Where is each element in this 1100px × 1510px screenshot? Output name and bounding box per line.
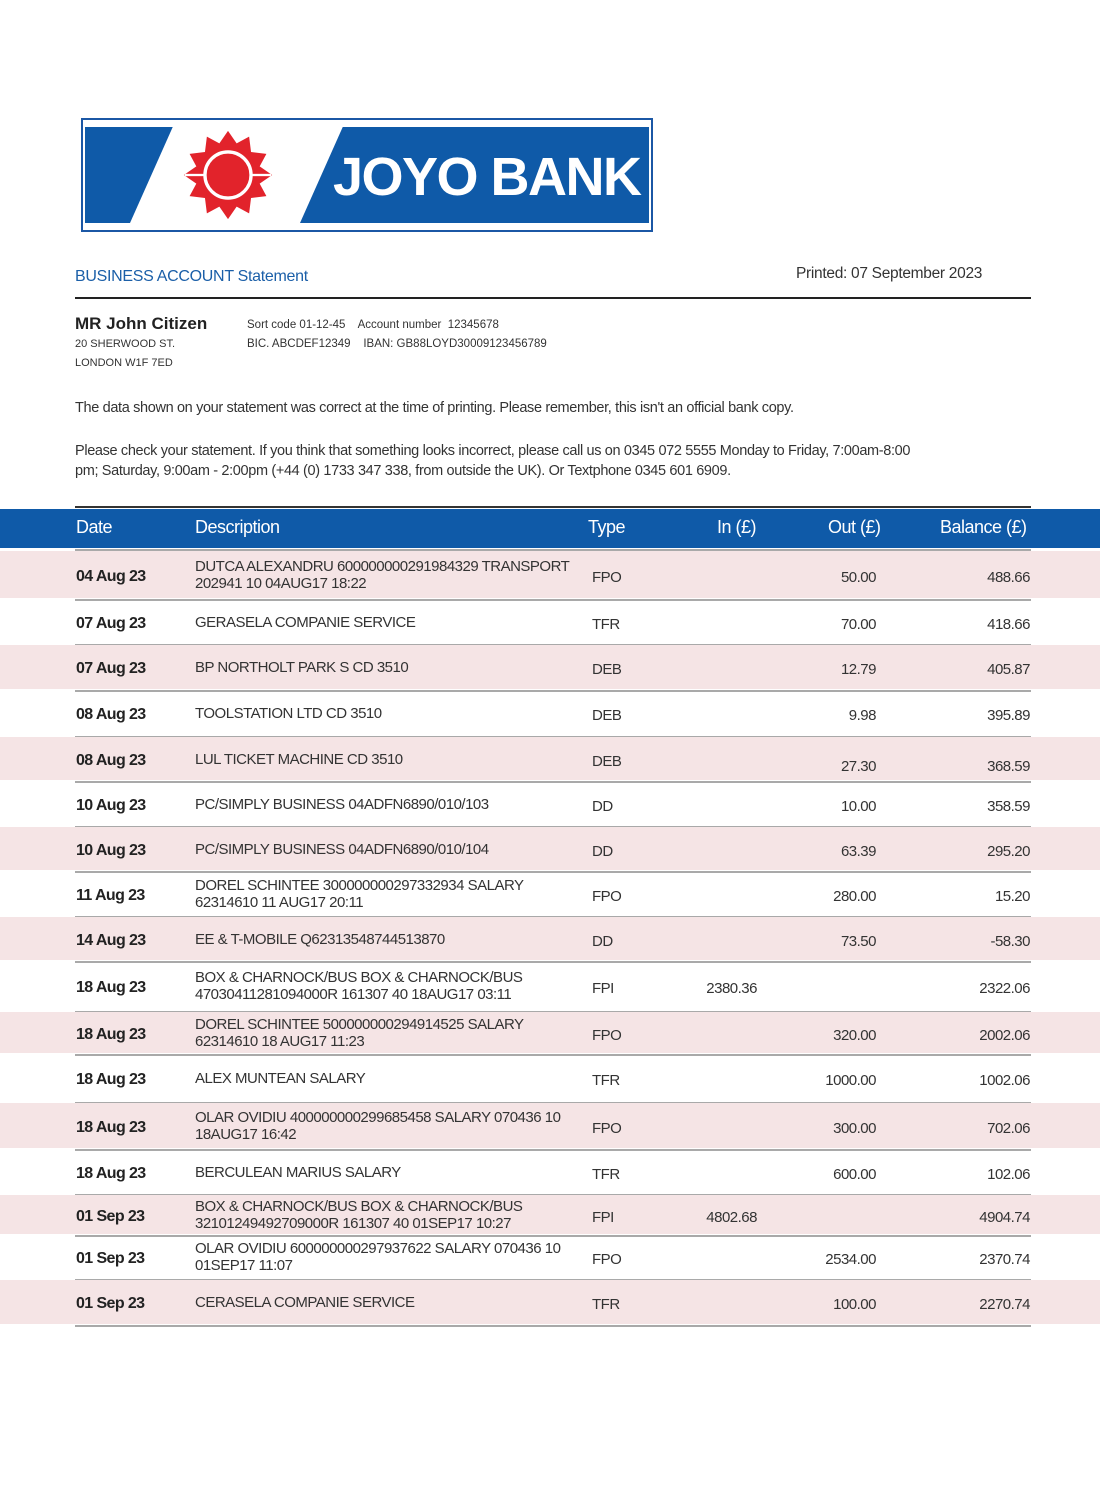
account-details-line2: BIC. ABCDEF12349 IBAN: GB88LOYD30009123456789 [247,338,547,350]
table-row [0,737,1100,780]
column-header-in: In (£) [717,517,757,537]
amount-out: 50.00 [840,569,876,586]
table-row [0,872,1100,915]
transaction-description-line2: 62314610 18 AUG17 11:23 [195,1033,365,1050]
transaction-date: 01 Sep 23 [76,1250,145,1267]
transaction-description: DOREL SCHINTEE 500000000294914525 SALARY [195,1016,524,1033]
header-bottom-divider [75,549,1031,551]
transaction-description: DOREL SCHINTEE 300000000297332934 SALARY [195,877,524,894]
amount-in: 2380.36 [706,980,757,997]
running-balance: 102.06 [987,1166,1030,1183]
transaction-type: FPI [592,1209,614,1226]
transaction-description: OLAR OVIDIU 400000000299685458 SALARY 070436 10 [195,1109,561,1126]
transaction-type: FPO [592,1120,622,1137]
table-header [0,509,1100,548]
transaction-date: 10 Aug 23 [76,797,146,814]
running-balance: 418.66 [987,616,1030,633]
transaction-description: BOX & CHARNOCK/BUS BOX & CHARNOCK/BUS [195,1198,523,1215]
transaction-type: DD [592,933,613,950]
table-row [0,782,1100,825]
transaction-date: 11 Aug 23 [76,887,145,904]
transaction-type: TFR [592,1296,620,1313]
sun-emblem-icon [180,127,276,223]
transaction-date: 10 Aug 23 [76,842,146,859]
amount-out: 27.30 [840,758,876,775]
table-row [0,1055,1100,1101]
transaction-description-line2: 62314610 11 AUG17 20:11 [195,894,364,911]
column-header-description: Description [195,517,280,537]
accuracy-notice: The data shown on your statement was correct at the time of printing. Please remember, this isn't an official bank copy. [75,400,794,416]
bank-logo [81,118,653,232]
amount-out: 2534.00 [825,1251,876,1268]
statement-title: BUSINESS ACCOUNT Statement [75,268,308,285]
transaction-date: 18 Aug 23 [76,979,146,996]
transaction-description: TOOLSTATION LTD CD 3510 [195,705,382,722]
printed-date: Printed: 07 September 2023 [796,265,983,282]
table-row [0,600,1100,643]
amount-out: 63.39 [840,843,876,860]
transaction-type: TFR [592,1166,620,1183]
column-header-out: Out (£) [828,517,881,537]
transaction-description: PC/SIMPLY BUSINESS 04ADFN6890/010/104 [195,841,489,858]
logo-banner [85,127,649,223]
account-details-line1: Sort code 01-12-45 Account number 12345678 [247,319,499,331]
transaction-description: DUTCA ALEXANDRU 600000000291984329 TRANSPORT [195,558,570,575]
customer-address-line1: 20 SHERWOOD ST. [75,338,176,350]
table-row [0,917,1100,960]
amount-out: 280.00 [833,888,876,905]
running-balance: 405.87 [987,661,1030,678]
transaction-description: BOX & CHARNOCK/BUS BOX & CHARNOCK/BUS [195,969,523,986]
amount-out: 100.00 [833,1296,876,1313]
amount-out: 600.00 [833,1166,876,1183]
table-row [0,1012,1100,1053]
contact-notice: Please check your statement. If you think that something looks incorrect, please call us on 0345 072 5555 Monday to Friday, 7:00am-8:00 pm; Saturday, 9:00am - 2:00pm (+44 (0) 1733 347 338, from outside the UK). Or Textphone 0345 601 6909. [75,443,911,479]
transaction-description: LUL TICKET MACHINE CD 3510 [195,751,403,768]
header-divider [75,297,1031,299]
transaction-description-line2: 32101249492709000R 161307 40 01SEP17 10:27 [195,1215,511,1232]
running-balance: 1002.06 [979,1072,1030,1089]
amount-out: 1000.00 [825,1072,876,1089]
table-row [0,1103,1100,1148]
table-row [0,1280,1100,1324]
transaction-date: 07 Aug 23 [76,615,146,632]
column-header-balance: Balance (£) [940,517,1027,537]
transaction-type: FPO [592,1251,622,1268]
row-divider [75,1325,1031,1327]
running-balance: 368.59 [987,758,1030,775]
running-balance: 2002.06 [979,1027,1030,1044]
table-row [0,1236,1100,1278]
amount-out: 320.00 [833,1027,876,1044]
transaction-type: FPO [592,1027,622,1044]
column-header-date: Date [76,517,113,537]
transaction-type: TFR [592,1072,620,1089]
running-balance: 15.20 [994,888,1030,905]
transaction-description: ALEX MUNTEAN SALARY [195,1070,366,1087]
transaction-description: PC/SIMPLY BUSINESS 04ADFN6890/010/103 [195,796,489,813]
transaction-date: 08 Aug 23 [76,706,146,723]
transaction-description-line2: 01SEP17 11:07 [195,1257,293,1274]
transaction-description: BP NORTHOLT PARK S CD 3510 [195,659,409,676]
table-row [0,827,1100,870]
transaction-type: FPO [592,569,622,586]
customer-address-line2: LONDON W1F 7ED [75,357,173,369]
transaction-type: FPI [592,980,614,997]
transaction-date: 18 Aug 23 [76,1071,146,1088]
transaction-description-line2: 202941 10 04AUG17 18:22 [195,575,367,592]
amount-out: 9.98 [848,707,876,724]
amount-out: 70.00 [840,616,876,633]
transaction-date: 04 Aug 23 [76,568,146,585]
transaction-date: 18 Aug 23 [76,1026,146,1043]
transaction-date: 14 Aug 23 [76,932,146,949]
amount-out: 73.50 [840,933,876,950]
amount-out: 12.79 [840,661,876,678]
running-balance: 358.59 [987,798,1030,815]
transaction-date: 08 Aug 23 [76,752,146,769]
transaction-description: CERASELA COMPANIE SERVICE [195,1294,415,1311]
table-row [0,1195,1100,1234]
transaction-description-line2: 18AUG17 16:42 [195,1126,297,1143]
amount-out: 300.00 [833,1120,876,1137]
transaction-type: FPO [592,888,622,905]
transaction-date: 18 Aug 23 [76,1119,146,1136]
column-header-type: Type [588,517,626,537]
table-row [0,962,1100,1010]
transaction-date: 01 Sep 23 [76,1295,145,1312]
running-balance: -58.30 [990,933,1030,950]
table-row [0,691,1100,735]
transaction-description: OLAR OVIDIU 600000000297937622 SALARY 070436 10 [195,1240,561,1257]
transaction-type: DEB [592,707,622,724]
amount-in: 4802.68 [706,1209,757,1226]
transaction-type: DD [592,843,613,860]
running-balance: 395.89 [987,707,1030,724]
running-balance: 295.20 [987,843,1030,860]
transaction-description: GERASELA COMPANIE SERVICE [195,614,416,631]
transaction-type: DD [592,798,613,815]
bank-name: JOYO BANK [333,147,641,207]
table-row [0,551,1100,598]
amount-out: 10.00 [840,798,876,815]
running-balance: 4904.74 [979,1209,1030,1226]
running-balance: 488.66 [987,569,1030,586]
transaction-date: 18 Aug 23 [76,1165,146,1182]
table-row [0,1150,1100,1193]
running-balance: 2370.74 [979,1251,1030,1268]
running-balance: 702.06 [987,1120,1030,1137]
table-row [0,645,1100,689]
transaction-type: DEB [592,661,622,678]
transaction-description: BERCULEAN MARIUS SALARY [195,1164,401,1181]
running-balance: 2270.74 [979,1296,1030,1313]
transaction-date: 01 Sep 23 [76,1208,145,1225]
transaction-type: TFR [592,616,620,633]
customer-name: MR John Citizen [75,314,208,333]
transaction-date: 07 Aug 23 [76,660,146,677]
transaction-type: DEB [592,753,622,770]
transaction-description: EE & T-MOBILE Q62313548744513870 [195,931,445,948]
running-balance: 2322.06 [979,980,1030,997]
transaction-description-line2: 47030411281094000R 161307 40 18AUG17 03:11 [195,986,512,1003]
table-top-rule [75,506,1031,508]
